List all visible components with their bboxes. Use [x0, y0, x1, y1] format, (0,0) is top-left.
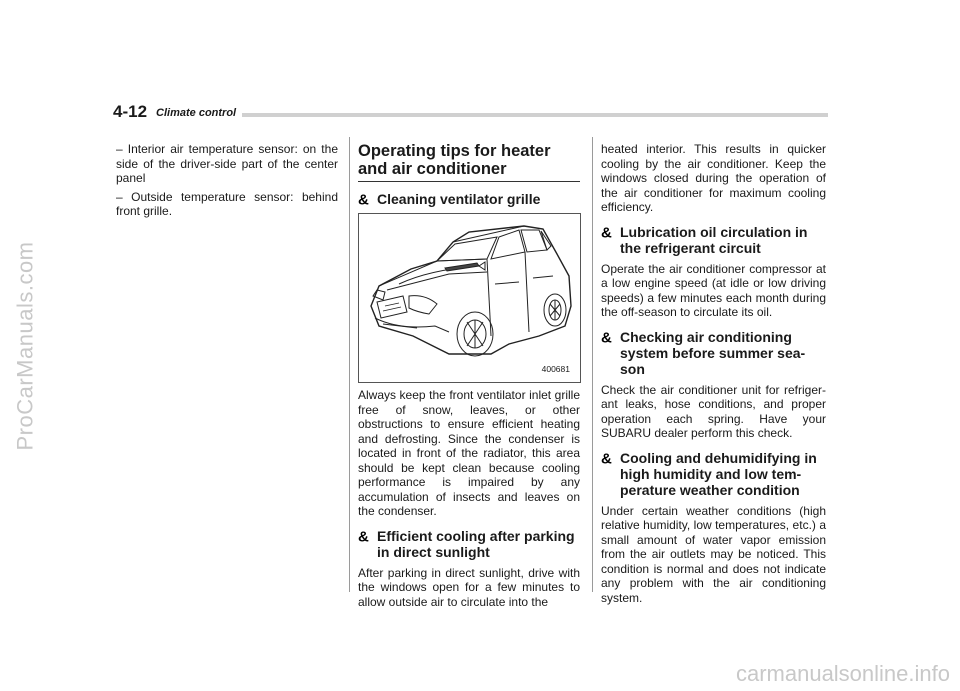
section-name: Climate control — [156, 107, 237, 119]
svg-text:&: & — [601, 329, 612, 344]
subheading-efficient-cooling — [358, 528, 580, 560]
checking-ac-body: Check the air conditioner unit for refriger-ant leaks, hose conditions, and proper operation each spring. Have your SUBARU dealer perform this check. — [601, 382, 826, 440]
subheading-text: Cleaning ventilator grille — [377, 191, 541, 207]
ampersand-mark-icon — [601, 451, 615, 465]
continued-paragraph: heated interior. This results in quicker cooling by the air conditioner. Keep the windows closed during the operation of the air conditioner for maximum cooling efficiency. — [601, 142, 826, 214]
dehumidifying-body: Under certain weather conditions (high relative humidity, low temperatures, etc.) a small amount of water vapor emission from the air outlets may be noticed. This condition is normal and does not indicate any problem with the air conditioning system. — [601, 503, 826, 605]
section-title: Operating tips for heater and air conditioner — [358, 142, 580, 182]
svg-text:&: & — [358, 528, 369, 543]
car-drawing-icon — [359, 214, 580, 382]
car-illustration — [358, 213, 581, 383]
sensor-item-interior: – Interior air temperature sensor: on the side of the driver-side part of the center panel — [116, 142, 338, 185]
svg-text:&: & — [601, 224, 612, 239]
ampersand-mark-icon — [601, 330, 615, 344]
column-divider-1 — [349, 137, 350, 592]
ampersand-mark-icon — [358, 192, 372, 206]
subheading-text: Checking air conditioning system before summer sea-son — [620, 328, 806, 377]
sensor-item-outside: – Outside temperature sensor: behind front grille. — [116, 189, 338, 218]
subheading-text: Efficient cooling after parking in direct sunlight — [377, 527, 575, 560]
column-divider-2 — [592, 137, 593, 592]
ampersand-mark-icon — [358, 529, 372, 543]
subheading-text: Cooling and dehumidifying in high humidity and low tem-perature weather condition — [620, 449, 817, 498]
page-number: 4-12 — [113, 102, 148, 121]
efficient-cooling-body: After parking in direct sunlight, drive with the windows open for a few minutes to allow outside air to circulate into the — [358, 565, 580, 609]
subheading-lubrication — [601, 224, 826, 256]
cleaning-grille-body: Always keep the front ventilator inlet grille free of snow, leaves, or other obstructions to ensure efficient heating and defrosting. Since the condenser is located in front of the radiator, this area should be kept clean because cooling performance is impaired by any accumulation of insects and leaves on the condenser. — [358, 388, 580, 518]
side-watermark-text: ProCarManuals.com — [12, 240, 38, 451]
figure-code: 400681 — [541, 363, 570, 374]
lubrication-body: Operate the air conditioner compressor at a low engine speed (at idle or low driving speeds) a few minutes each month during the off-season to circulate its oil. — [601, 261, 826, 319]
page-header — [113, 100, 828, 120]
subheading-cleaning-grille — [358, 191, 580, 207]
subheading-dehumidifying — [601, 450, 826, 498]
bottom-watermark: carmanualsonline.info — [735, 661, 950, 686]
subheading-text: Lubrication oil circulation in the refrigerant circuit — [620, 223, 808, 256]
subheading-checking-ac — [601, 329, 826, 377]
svg-text:&: & — [601, 450, 612, 465]
svg-text:&: & — [358, 192, 369, 206]
column-3 — [601, 142, 826, 609]
header-rule — [242, 113, 828, 117]
column-1 — [116, 142, 338, 223]
ampersand-mark-icon — [601, 225, 615, 239]
side-watermark — [14, 0, 36, 691]
column-2 — [358, 142, 580, 613]
